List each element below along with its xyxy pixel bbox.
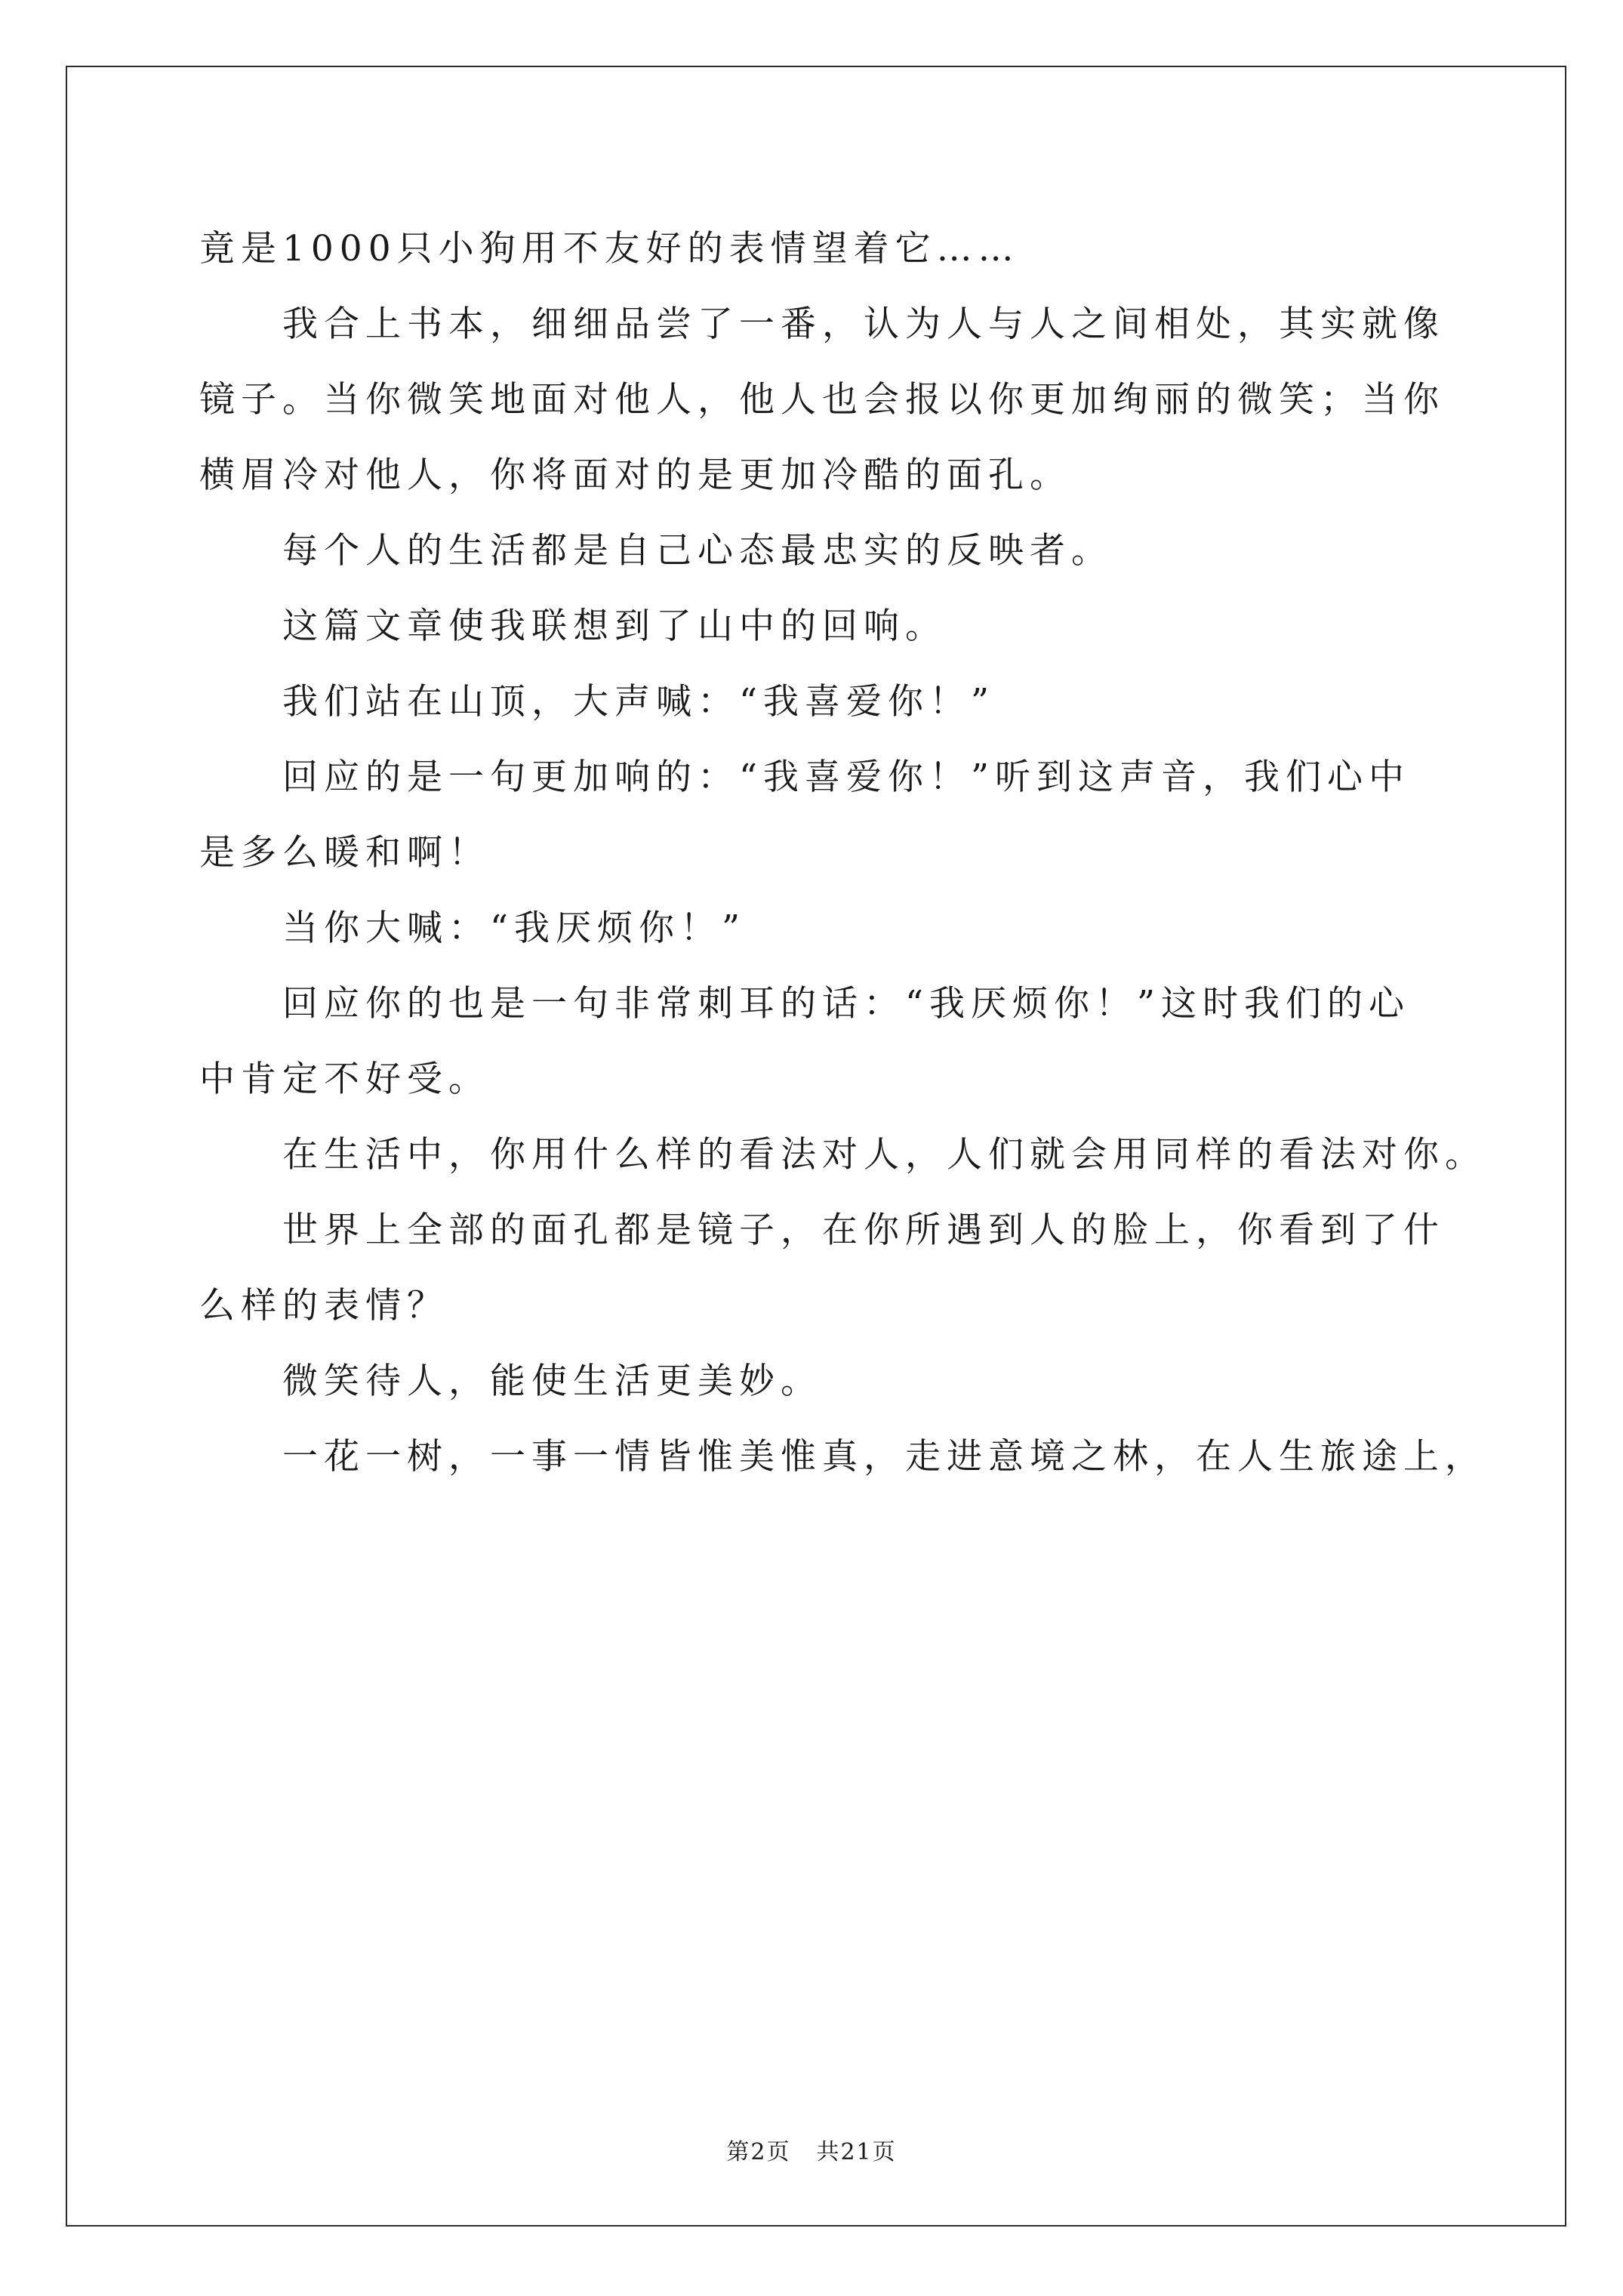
page-footer [0,2133,1623,2166]
text-line: 么样的表情？ [199,1285,448,1327]
text-line: 每个人的生活都是自己心态最忠实的反映者。 [282,530,1113,572]
text-line: 微笑待人，能使生活更美妙。 [282,1361,822,1402]
text-line: 回应的是一句更加响的：“我喜爱你！”听到这声音，我们心中 [282,757,1411,798]
page-total: 共21页 [816,2139,897,2165]
text-line: 在生活中，你用什么样的看法对人，人们就会用同样的看法对你。 [282,1134,1486,1176]
text-line: 镜子。当你微笑地面对他人，他人也会报以你更加绚丽的微笑；当你 [199,379,1445,421]
text-line: 中肯定不好受。 [199,1059,490,1100]
text-line: 世界上全部的面孔都是镜子，在你所遇到人的脸上，你看到了什 [282,1210,1445,1251]
document-body [199,211,1486,1495]
text-line: 我们站在山顶，大声喊：“我喜爱你！” [282,681,996,723]
text-line: 回应你的也是一句非常刺耳的话：“我厌烦你！”这时我们的心 [282,983,1411,1025]
page-number: 第2页 [726,2139,791,2165]
text-line: 当你大喊：“我厌烦你！” [282,908,747,949]
text-line: 横眉冷对他人，你将面对的是更加冷酷的面孔。 [199,455,1071,496]
text-line: 是多么暖和啊！ [199,832,490,874]
text-line: 这篇文章使我联想到了山中的回响。 [282,606,947,647]
text-line: 我合上书本，细细品尝了一番，认为人与人之间相处，其实就像 [282,304,1445,345]
text-line: 竟是1000只小狗用不友好的表情望着它…… [199,228,1020,270]
text-line: 一花一树，一事一情皆惟美惟真，走进意境之林，在人生旅途上， [282,1436,1486,1478]
